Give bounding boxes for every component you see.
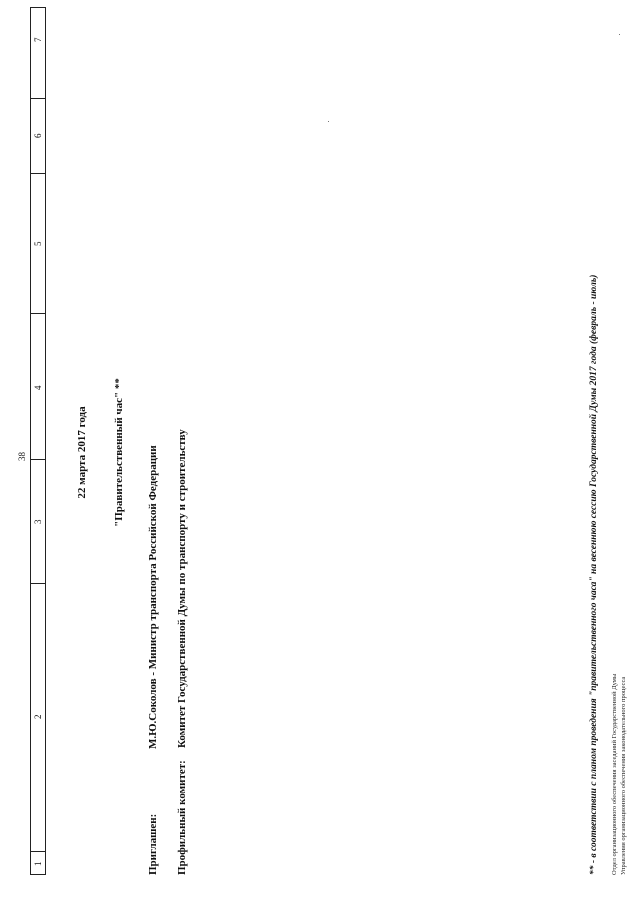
column-number: 4 xyxy=(33,385,43,390)
column-divider xyxy=(30,459,46,460)
invited-label: Приглашен: xyxy=(147,813,159,875)
column-number: 2 xyxy=(33,714,43,719)
column-divider xyxy=(30,98,46,99)
footer-department-line: Отдел организационного обеспечения заседаний Государственной Думы xyxy=(611,673,618,875)
column-number: 3 xyxy=(33,519,43,524)
column-number: 6 xyxy=(33,133,43,138)
column-number: 5 xyxy=(33,241,43,246)
scan-speck xyxy=(619,34,620,35)
session-date: 22 марта 2017 года xyxy=(76,406,88,499)
column-divider xyxy=(30,173,46,174)
footnote-suffix: на весеннюю сессию Государственной Думы 2017 года (февраль - июль) xyxy=(589,274,599,577)
footer-directorate-line: Управления организационного обеспечения законодательного процесса xyxy=(620,676,627,875)
committee-value: Комитет Государственной Думы по транспорту и строительству xyxy=(176,429,188,748)
column-divider xyxy=(30,313,46,314)
footnote-prefix: ** - в соответствии с планом проведения xyxy=(589,696,599,875)
scan-speck xyxy=(328,121,329,122)
footnote-quoted: "правительственного часа" xyxy=(589,576,599,696)
column-divider xyxy=(30,583,46,584)
column-number: 1 xyxy=(33,861,43,866)
invited-value: М.Ю.Соколов - Министр транспорта Российской Федерации xyxy=(147,445,159,749)
column-number: 7 xyxy=(33,37,43,42)
page-number: 38 xyxy=(17,452,27,461)
column-number-table xyxy=(30,7,46,875)
committee-label: Профильный комитет: xyxy=(176,760,188,875)
event-title: "Правительственный час" ** xyxy=(113,378,125,527)
column-divider xyxy=(30,851,46,852)
footnote xyxy=(589,275,599,875)
